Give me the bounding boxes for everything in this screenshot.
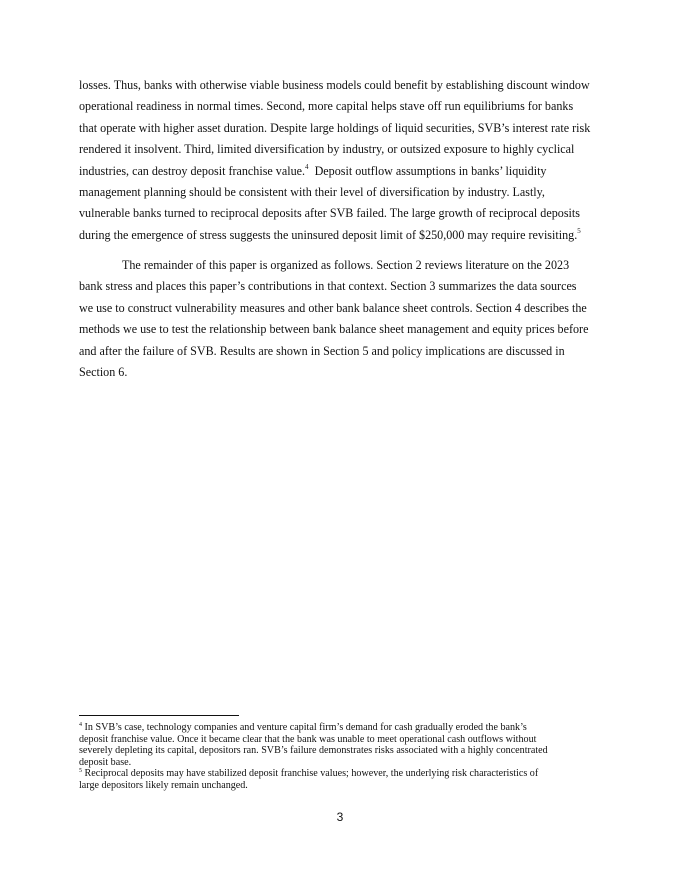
footnote-separator <box>79 715 239 716</box>
footnotes <box>79 722 604 792</box>
text-line: The remainder of this paper is organized as follows. Section 2 reviews literature on the 2023 <box>122 258 570 272</box>
footnote-line: severely depleting its capital, depositors ran. SVB’s failure demonstrates risks associated with a highly concentrated <box>79 745 548 757</box>
footnote-line <box>79 768 604 780</box>
text-line <box>79 225 601 246</box>
footnote-line: large depositors likely remain unchanged. <box>79 779 248 791</box>
text-line <box>79 161 601 182</box>
footnote-reference-5[interactable]: 5 <box>577 226 581 235</box>
text-line: Section 6. <box>79 365 128 380</box>
footnote-number: 4 <box>79 721 82 728</box>
text-line: methods we use to test the relationship between bank balance sheet management and equity prices before <box>79 322 589 337</box>
text-line: we use to construct vulnerability measures and other bank balance sheet controls. Section 4 describes the <box>79 300 587 315</box>
text-line: losses. Thus, banks with otherwise viable business models could benefit by establishing discount window <box>79 78 590 92</box>
text-line: management planning should be consistent with their level of diversification by industry. Lastly, <box>79 185 545 200</box>
paragraph-1 <box>79 75 601 246</box>
text-line: operational readiness in normal times. Second, more capital helps stave off run equilibriums for banks <box>79 99 574 114</box>
footnote-line: deposit base. <box>79 756 132 768</box>
footnote-text: Reciprocal deposits may have stabilized deposit franchise values; however, the underlying risk characteristics of <box>84 768 539 780</box>
text-segment: during the emergence of stress suggests the uninsured deposit limit of $250,000 may require revisiting. <box>79 227 578 242</box>
text-line: that operate with higher asset duration. Despite large holdings of liquid securities, SVB’s interest rate risk <box>79 120 591 135</box>
paragraph-2 <box>79 255 601 383</box>
text-line: vulnerable banks turned to reciprocal deposits after SVB failed. The large growth of reciprocal deposits <box>79 206 580 221</box>
footnote-line <box>79 722 604 734</box>
footnote-5 <box>79 768 604 791</box>
footnote-line: deposit franchise value. Once it became clear that the bank was unable to meet operational cash outflows without <box>79 733 537 745</box>
footnote-text: In SVB’s case, technology companies and venture capital firm’s demand for cash gradually eroded the bank’s <box>84 722 527 733</box>
text-line: and after the failure of SVB. Results are shown in Section 5 and policy implications are discussed in <box>79 343 565 358</box>
footnote-4 <box>79 722 604 768</box>
footnote-number: 5 <box>79 768 82 775</box>
page-number: 3 <box>336 810 344 824</box>
text-line: rendered it insolvent. Third, limited diversification by industry, or outsized exposure to highly cyclical <box>79 142 575 157</box>
text-segment: industries, can destroy deposit franchise value. <box>79 163 306 178</box>
text-line: bank stress and places this paper’s contributions in that context. Section 3 summarizes the data sources <box>79 279 577 294</box>
footnote-reference-4[interactable]: 4 <box>305 162 309 171</box>
text-segment: Deposit outflow assumptions in banks’ liquidity <box>314 163 547 178</box>
